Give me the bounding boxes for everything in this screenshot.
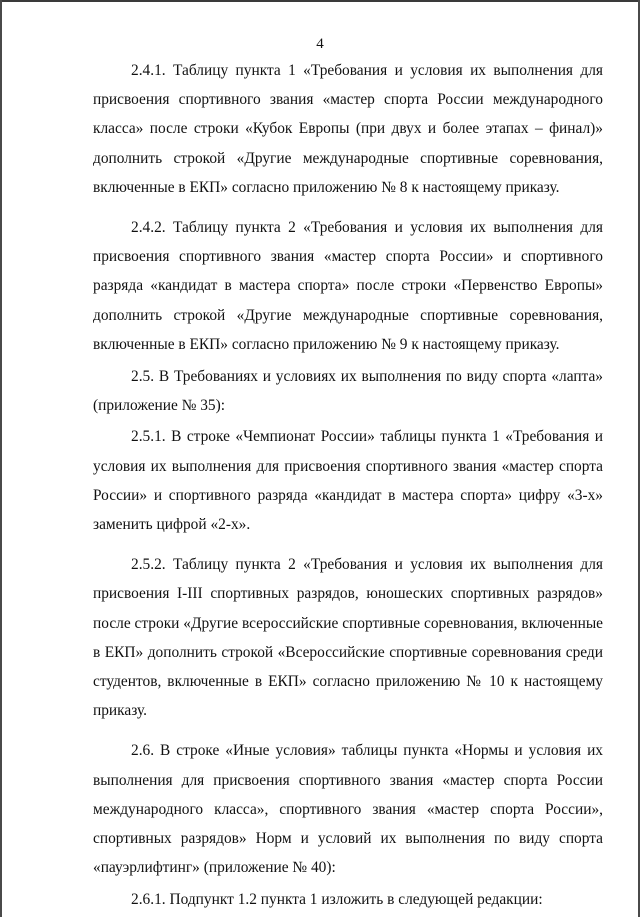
paragraph-2-4-1: 2.4.1. Таблицу пункта 1 «Требования и условия их выполнения для присвоения спортивного звания «мастер спорта России международного класса» после строки «Кубок Европы (при двух и более этапах – финал)» дополнить строкой «Другие международные спортивные соревнования, включенные в ЕКП» согласно приложению № 8 к настоящему приказу. [93,62,603,196]
paragraph-2-5-2: 2.5.2. Таблицу пункта 2 «Требования и условия их выполнения для присвоения I-III спортивных разрядов, юношеских спортивных разрядов» после строки «Другие всероссийские спортивные соревнования, включенные в ЕКП» дополнить строкой «Всероссийские спортивные соревнования среди студентов, включенные в ЕКП» согласно приложению № 10 к настоящему приказу. [93,556,603,720]
paragraph-2-6-1: 2.6.1. Подпункт 1.2 пункта 1 изложить в следующей редакции: [131,890,543,908]
document-body [93,56,603,917]
paragraph-2-5: 2.5. В Требованиях и условиях их выполнения по виду спорта «лапта» (приложение № 35): [93,367,603,414]
page-number: 4 [316,36,324,52]
scan-border-top [0,0,640,2]
scan-border-left [0,0,2,917]
paragraph-2-4-2: 2.4.2. Таблицу пункта 2 «Требования и условия их выполнения для присвоения спортивного звания «мастер спорта России» и спортивного разряда «кандидат в мастера спорта» после строки «Первенство Европы» дополнить строкой «Другие международные спортивные соревнования, включенные в ЕКП» согласно приложению № 9 к настоящему приказу. [93,219,603,353]
paragraph-2-5-1: 2.5.1. В строке «Чемпионат России» таблицы пункта 1 «Требования и условия их выполнения для присвоения спортивного звания «мастер спорта России» и спортивного разряда «кандидат в мастера спорта» цифру «3-х» заменить цифрой «2-х». [93,428,603,534]
paragraph-2-6: 2.6. В строке «Иные условия» таблицы пункта «Нормы и условия их выполнения для присвоения спортивного звания «мастер спорта России международного класса», спортивного звания «мастер спорта России», спортивных разрядов» Норм и условий их выполнения по виду спорта «пауэрлифтинг» (приложение № 40): [93,742,603,877]
